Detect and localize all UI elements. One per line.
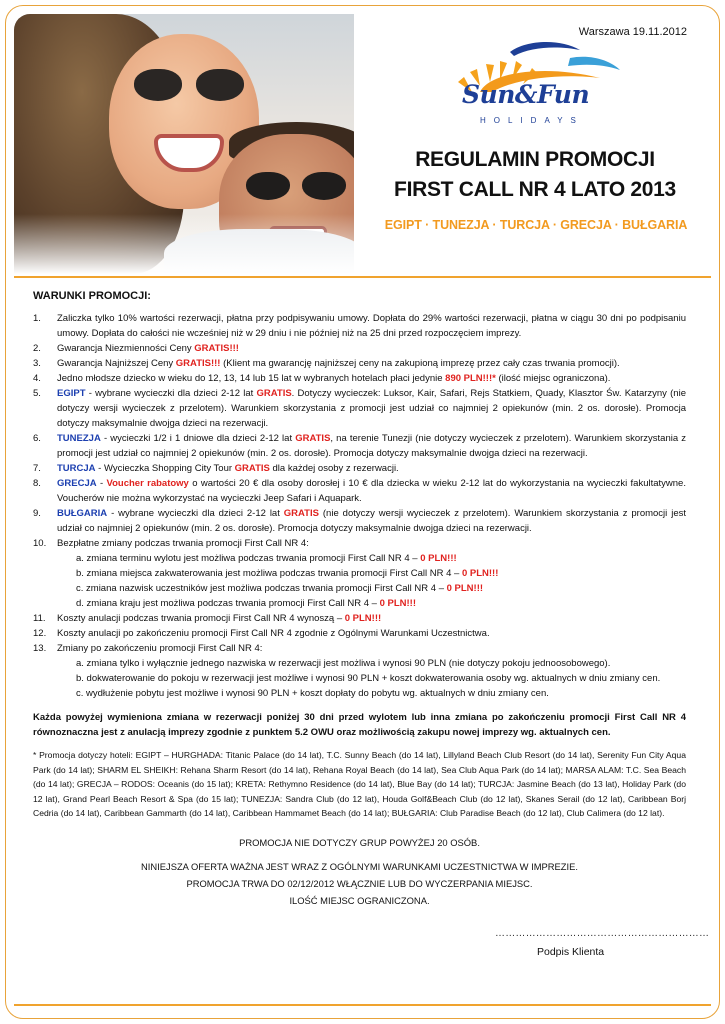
notice-block [33, 835, 686, 908]
term-13-sub-b: b. dokwaterowanie do pokoju w rezerwacji jest możliwe i wynosi 90 PLN + koszt dokwaterowania osoby wg. aktualnych w dniu zmiany cen. [76, 673, 661, 684]
term-10-sub-a: a. zmiana terminu wylotu jest możliwa podczas trwania promocji First Call NR 4 – 0 PLN!!! [76, 553, 457, 564]
important-note: Każda powyżej wymieniona zmiana w rezerwacji poniżej 30 dni przed wylotem lub inna zmiana po zakończeniu promocji First Call NR 4 równoznaczna jest z anulacją imprezy zgodnie z punktem 5.2 OWU oraz możliwością zakupu nowej imprezy wg. aktualnych cen. [33, 712, 686, 738]
notice-line-2: NINIEJSZA OFERTA WAŻNA JEST WRAZ Z OGÓLNYMI WARUNKAMI UCZESTNICTWA W IMPREZIE. [141, 860, 578, 872]
term-10-sub-b: b. zmiana miejsca zakwaterowania jest możliwa podczas trwania promocji First Call NR 4 – 0 PLN!!! [76, 568, 499, 579]
term-10-sub-d: d. zmiana kraju jest możliwa podczas trwania promocji First Call NR 4 – 0 PLN!!! [76, 598, 416, 609]
term-item-3: 3. Gwarancja Najniższej Ceny GRATIS!!! (Klient ma gwarancję najniższej ceny na zakupioną imprezę przez cały czas trwania promocji). [33, 358, 620, 369]
term-10-sub-c: c. zmiana nazwisk uczestników jest możliwa podczas trwania promocji First Call NR 4 – 0 PLN!!! [76, 583, 484, 594]
term-item-12: 12. Koszty anulacji po zakończeniu promocji First Call NR 4 zgodnie z Ogólnymi Warunkami Uczestnictwa. [33, 628, 490, 639]
hotel-footnote: * Promocja dotyczy hoteli: EGIPT – HURGHADA: Titanic Palace (do 14 lat), T.C. Sunny Beach (do 14 lat), Lillyland Beach Club Resort (do 14 lat), Serenity Fun City Aqua Park (do 14 lat); SHARM EL SHEIKH: Rehana Sharm Resort (do 14 lat), Rehana Royal Beach (do 14 lat), Sea Club Aqua Park (do 14 lat); MARSA ALAM: T.C. Sea Beach (do 14 lat); GRECJA – RODOS: Oceanis (do 15 lat); KRETA: Rethymno Residence (do 14 lat), Blue Bay (do 14 lat); TURCJA: Jasmine Beach (do 13 lat), Holiday Park (do 12 lat), Grand Pearl Beach Resort & Spa (do 15 lat); TUNEZJA: Sandra Club (do 12 lat), Houda Golf&Beach Club (do 12 lat), Skanes Serail (do 12 lat), Caribbean Borj Cedria (do 14 lat), Caribbean Gammarth (do 14 lat), Caribbean Hammamet Beach (do 14 lat); BUŁGARIA: Club Paradise Beach (do 12 lat), Club Calimera (do 12 lat). [33, 750, 686, 818]
term-item-9: 9. BUŁGARIA - wybrane wycieczki dla dzieci 2-12 lat GRATIS (nie dotyczy wersji wycieczek z przelotem). Warunkiem skorzystania z promocji jest udział co najmniej 2 opiekunów (min. 2 os. dorosłe). Promocja dotyczy maksymalnie dwojga dzieci na rezerwacji. [33, 508, 686, 534]
term-item-11: 11. Koszty anulacji podczas trwania promocji First Call NR 4 wynoszą – 0 PLN!!! [33, 613, 382, 624]
hero-photo [14, 14, 354, 274]
title-line-1: REGULAMIN PROMOCJI [415, 148, 655, 171]
title-line-2: FIRST CALL NR 4 LATO 2013 [394, 178, 676, 201]
logo-wordmark: Sun&Fun [462, 80, 590, 109]
logo-tagline: HOLIDAYS [480, 116, 584, 125]
top-divider [14, 276, 711, 278]
signature-line: ……………………………………………………… [495, 928, 710, 939]
signature-label: Podpis Klienta [537, 946, 605, 958]
notice-line-3: PROMOCJA TRWA DO 02/12/2012 WŁĄCZNIE LUB DO WYCZERPANIA MIEJSC. [186, 877, 533, 889]
term-item-5: 5. EGIPT - wybrane wycieczki dla dzieci 2-12 lat GRATIS. Dotyczy wycieczek: Luksor, Kair, Safari, Rejs Statkiem, Quady, Klasztor Św. Katarzyny (nie dotyczy wersji wycieczek z przelotem). Warunkiem skorzystania z promocji jest udział co najmniej 2 opiekunów (min. 2 os. dorosłe). Promocja dotyczy maksymalnie dwojga dzieci na rezerwacji. [33, 388, 686, 429]
term-item-1: 1. Zaliczka tylko 10% wartości rezerwacji, płatna przy podpisywaniu umowy. Dopłata do 29% wartości rezerwacji, płatna w ciągu 30 dni po podpisaniu umowy. Dopłata do całości nie wcześniej niż w 29 dniu i nie później niż na 25 dni przed rozpoczęciem imprezy. [33, 313, 686, 339]
term-item-7: 7. TURCJA - Wycieczka Shopping City Tour GRATIS dla każdej osoby z rezerwacji. [33, 463, 399, 474]
bottom-divider [14, 1004, 711, 1006]
term-item-6: 6. TUNEZJA - wycieczki 1/2 i 1 dniowe dla dzieci 2-12 lat GRATIS, na terenie Tunezji (nie dotyczy wycieczek z przelotem). Warunkiem skorzystania z promocji jest udział co najmniej 2 opiekunów (min. 2 os. dorosłe). Promocja dotyczy maksymalnie dwojga dzieci na rezerwacji. [33, 433, 686, 459]
notice-line-1: PROMOCJA NIE DOTYCZY GRUP POWYŻEJ 20 OSÓB. [239, 836, 480, 848]
terms-heading: WARUNKI PROMOCJI: [33, 290, 151, 302]
document-date: Warszawa 19.11.2012 [578, 26, 687, 38]
terms-content [33, 289, 686, 910]
sun-and-fun-logo [450, 34, 630, 134]
term-item-4: 4. Jedno młodsze dziecko w wieku do 12, 13, 14 lub 15 lat w wybranych hotelach płaci jedynie 890 PLN!!!* (ilość miejsc ograniczona). [33, 373, 611, 384]
countries-list: EGIPT · TUNEZJA · TURCJA · GRECJA · BUŁGARIA [384, 218, 688, 232]
term-item-13: 13. Zmiany po zakończeniu promocji First Call NR 4: a. zmiana tylko i wyłącznie jednego nazwiska w rezerwacji jest możliwa i wynosi 90 PLN (nie dotyczy pokoju jednoosobowego). b. dokwaterowanie do pokoju w rezerwacji jest możliwe i wynosi 90 PLN + koszt dokwaterowania osoby wg. aktualnych w dniu zmiany cen. c. wydłużenie pobytu jest możliwe i wynosi 90 PLN + koszt dopłaty do pobytu wg. aktualnych w dniu zmiany cen. [33, 641, 686, 701]
notice-line-4: ILOŚĆ MIEJSC OGRANICZONA. [289, 894, 430, 906]
term-item-10: 10. Bezpłatne zmiany podczas trwania promocji First Call NR 4: a. zmiana terminu wylotu jest możliwa podczas trwania promocji First Call NR 4 – 0 PLN!!! b. zmiana miejsca zakwaterowania jest możliwa podczas trwania promocji First Call NR 4 – 0 PLN!!! c. zmiana nazwisk uczestników jest możliwa podczas trwania promocji First Call NR 4 – 0 PLN!!! d. zmiana kraju jest możliwa podczas trwania promocji First Call NR 4 – 0 PLN!!! [33, 536, 686, 611]
term-13-sub-a: a. zmiana tylko i wyłącznie jednego nazwiska w rezerwacji jest możliwa i wynosi 90 PLN (nie dotyczy pokoju jednoosobowego). [76, 658, 611, 669]
term-item-8: 8. GRECJA - Voucher rabatowy o wartości 20 € dla osoby dorosłej i 10 € dla dziecka w wieku 2-12 lat do wykorzystania na wycieczki fakultatywne. Voucherów nie można wykorzystać na wycieczki Jeep Safari i Aquapark. [33, 478, 686, 504]
term-item-2: 2. Gwarancja Niezmienności Ceny GRATIS!!! [33, 343, 239, 354]
term-13-sub-c: c. wydłużenie pobytu jest możliwe i wynosi 90 PLN + koszt dopłaty do pobytu wg. aktualnych w dniu zmiany cen. [76, 688, 549, 699]
